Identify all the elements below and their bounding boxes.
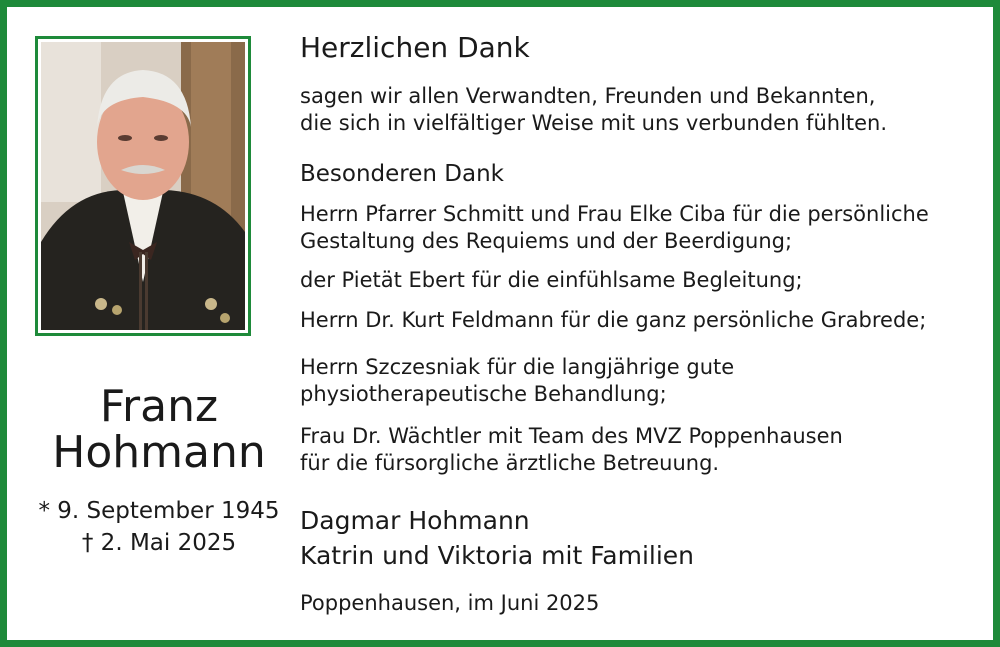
deceased-last-name: Hohmann (52, 427, 266, 478)
thanks-line: für die fürsorgliche ärztliche Betreuung. (300, 451, 720, 475)
thanks-line: physiotherapeutische Behandlung; (300, 382, 667, 406)
thanks-line: Herrn Pfarrer Schmitt und Frau Elke Ciba für die persönliche (300, 202, 929, 226)
special-thanks-heading: Besonderen Dank (300, 161, 505, 187)
thanks-line: Gestaltung des Requiems und der Beerdigung; (300, 229, 793, 253)
thanks-intro-line: sagen wir allen Verwandten, Freunden und Bekannten, (300, 84, 876, 108)
deceased-first-name: Franz (99, 381, 219, 432)
thanks-line: der Pietät Ebert für die einfühlsame Begleitung; (300, 268, 803, 292)
portrait-frame (35, 36, 251, 336)
signer-name: Katrin und Viktoria mit Familien (300, 541, 695, 570)
place-and-date: Poppenhausen, im Juni 2025 (300, 591, 600, 615)
signer-name: Dagmar Hohmann (300, 506, 530, 535)
thanks-line: Frau Dr. Wächtler mit Team des MVZ Poppenhausen (300, 424, 843, 448)
thanks-line: Herrn Szczesniak für die langjährige gute (300, 355, 735, 379)
thanks-line: Herrn Dr. Kurt Feldmann für die ganz persönliche Grabrede; (300, 308, 927, 332)
thanks-intro-line: die sich in vielfältiger Weise mit uns verbunden fühlten. (300, 111, 888, 135)
birth-date: * 9. September 1945 (38, 498, 280, 524)
portrait-photo (41, 42, 245, 330)
death-date: † 2. Mai 2025 (81, 530, 237, 556)
thanks-heading: Herzlichen Dank (300, 31, 530, 64)
